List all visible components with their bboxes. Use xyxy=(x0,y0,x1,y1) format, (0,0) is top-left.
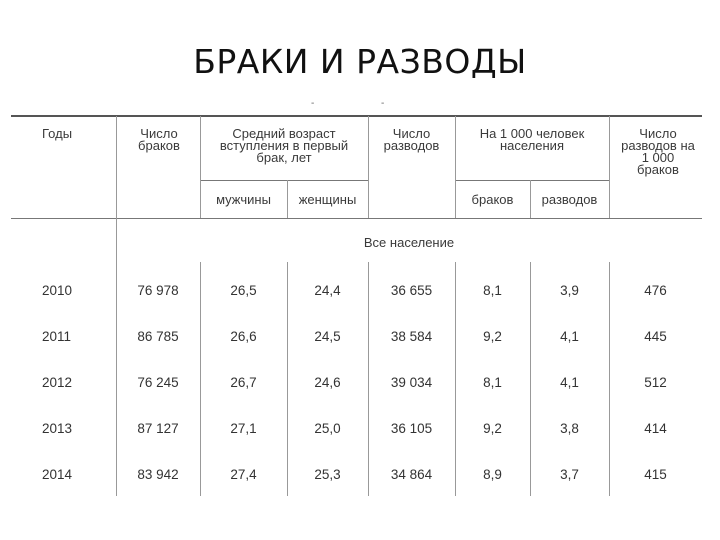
cell-per-marriages: 8,9 xyxy=(483,467,502,482)
cell-ratio: 512 xyxy=(644,375,667,390)
cell-per-divorces: 4,1 xyxy=(560,375,579,390)
cell-marriages: 76 245 xyxy=(137,375,179,390)
header-marriages: Число браков xyxy=(138,126,180,153)
cell-divorces: 39 034 xyxy=(390,375,433,390)
cell-year: 2014 xyxy=(42,467,73,482)
cell-men: 27,4 xyxy=(230,467,257,482)
cell-women: 25,0 xyxy=(314,421,341,436)
cell-year: 2012 xyxy=(42,375,73,390)
cell-per-divorces: 3,9 xyxy=(560,283,579,298)
subheader-rule xyxy=(455,180,609,181)
header-per-divorces: разводов xyxy=(541,192,598,207)
cell-ratio: 414 xyxy=(644,421,667,436)
cell-year: 2013 xyxy=(42,421,73,436)
cell-per-marriages: 8,1 xyxy=(483,283,502,298)
cell-women: 25,3 xyxy=(314,467,341,482)
cell-ratio: 415 xyxy=(644,467,667,482)
section-label: Все население xyxy=(363,235,455,250)
cell-ratio: 445 xyxy=(644,329,667,344)
cell-per-divorces: 3,7 xyxy=(560,467,579,482)
cell-marriages: 76 978 xyxy=(137,283,179,298)
slide-title: БРАКИ И РАЗВОДЫ xyxy=(193,42,527,81)
column-divider xyxy=(368,116,369,218)
cell-marriages: 86 785 xyxy=(137,329,179,344)
cell-divorces: 36 655 xyxy=(390,283,433,298)
cell-men: 26,7 xyxy=(230,375,257,390)
header-per-1000: На 1 000 человек населения xyxy=(479,126,585,153)
cell-ratio: 476 xyxy=(644,283,667,298)
column-divider xyxy=(609,116,610,218)
header-avg-age: Средний возраст вступления в первый брак, лет xyxy=(219,126,349,165)
header-divorces-per-1000-marriages: Число разводов на 1 000 браков xyxy=(621,126,695,177)
cell-per-marriages: 9,2 xyxy=(483,329,502,344)
subheader-rule xyxy=(200,180,368,181)
cell-year: 2010 xyxy=(42,283,73,298)
header-divorces: Число разводов xyxy=(383,126,440,153)
cell-divorces: 34 864 xyxy=(390,467,433,482)
header-years: Годы xyxy=(42,126,73,141)
cell-per-marriages: 8,1 xyxy=(483,375,502,390)
cell-per-marriages: 9,2 xyxy=(483,421,502,436)
scan-mark: - xyxy=(311,98,315,109)
header-men: мужчины xyxy=(216,192,271,207)
header-women: женщины xyxy=(298,192,357,207)
cell-per-divorces: 4,1 xyxy=(560,329,579,344)
cell-men: 26,5 xyxy=(230,283,257,298)
table-top-rule xyxy=(11,115,702,117)
cell-women: 24,5 xyxy=(314,329,341,344)
cell-women: 24,4 xyxy=(314,283,341,298)
cell-men: 27,1 xyxy=(230,421,257,436)
cell-divorces: 36 105 xyxy=(390,421,433,436)
cell-men: 26,6 xyxy=(230,329,257,344)
cell-year: 2011 xyxy=(42,329,72,344)
column-divider xyxy=(116,116,117,496)
cell-marriages: 83 942 xyxy=(137,467,179,482)
cell-divorces: 38 584 xyxy=(390,329,433,344)
header-per-marriages: браков xyxy=(471,192,514,207)
cell-per-divorces: 3,8 xyxy=(560,421,579,436)
header-bottom-rule xyxy=(11,218,702,219)
cell-women: 24,6 xyxy=(314,375,341,390)
scan-mark: - xyxy=(381,98,385,109)
cell-marriages: 87 127 xyxy=(137,421,179,436)
